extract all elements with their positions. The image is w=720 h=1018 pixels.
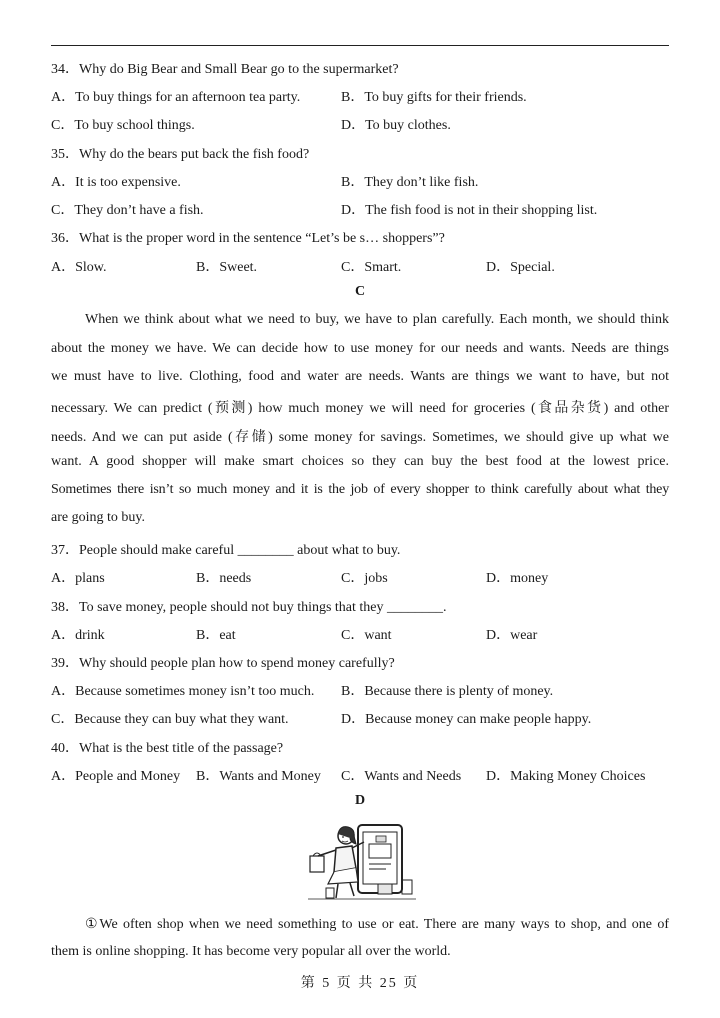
passage-c-line-8: are going to buy. [51, 510, 145, 525]
question-34-options-row2 [51, 114, 671, 134]
passage-c-line-3: we must have to live. Clothing, food and water are needs. Wants are things we want to have, but not [51, 369, 669, 384]
q36-option-b[interactable]: B．Sweet. [196, 260, 258, 275]
q40-option-c[interactable]: C．Wants and Needs [341, 769, 462, 784]
question-39-options-row2 [51, 708, 671, 728]
q36-option-d[interactable]: D．Special. [486, 260, 555, 275]
q34-option-a[interactable]: A．To buy things for an afternoon tea party. [51, 90, 301, 105]
section-d-heading: D [354, 793, 366, 808]
q37-option-a[interactable]: A．plans [51, 571, 105, 586]
online-shopping-illustration [306, 822, 418, 902]
q38-option-a[interactable]: A．drink [51, 628, 105, 643]
passage-d-line-1: ①We often shop when we need something to use or eat. There are many ways to shop, and one of [85, 917, 669, 932]
q35-option-c[interactable]: C．They don’t have a fish. [51, 203, 204, 218]
q40-option-b[interactable]: B．Wants and Money [196, 769, 321, 784]
page-footer: 第 5 页 共 25 页 [300, 976, 420, 991]
q36-option-c[interactable]: C．Smart. [341, 260, 402, 275]
passage-d-line-2: them is online shopping. It has become very popular all over the world. [51, 944, 451, 959]
passage-c-line-2: about the money we have. We can decide how to use money for our needs and wants. Needs are things [51, 341, 669, 356]
q39-option-c[interactable]: C．Because they can buy what they want. [51, 712, 289, 727]
question-39-options-row1 [51, 680, 671, 700]
q35-option-d[interactable]: D．The fish food is not in their shopping list. [341, 203, 598, 218]
question-40-options [51, 765, 671, 785]
question-37: 37．People should make careful ________ about what to buy. [51, 543, 401, 558]
q37-option-d[interactable]: D．money [486, 571, 549, 586]
question-39: 39．Why should people plan how to spend money carefully? [51, 656, 395, 671]
question-38-options [51, 624, 671, 644]
q35-option-b[interactable]: B．They don’t like fish. [341, 175, 479, 190]
q35-option-a[interactable]: A．It is too expensive. [51, 175, 181, 190]
q38-option-c[interactable]: C．want [341, 628, 392, 643]
top-rule [51, 45, 669, 46]
q40-option-d[interactable]: D．Making Money Choices [486, 769, 646, 784]
q36-option-a[interactable]: A．Slow. [51, 260, 107, 275]
q39-option-a[interactable]: A．Because sometimes money isn’t too much. [51, 684, 315, 699]
q34-option-b[interactable]: B．To buy gifts for their friends. [341, 90, 527, 105]
q37-option-c[interactable]: C．jobs [341, 571, 388, 586]
passage-c-line-4: necessary. We can predict (预测) how much money we will need for groceries (食品杂货) and other [51, 401, 669, 416]
question-40: 40．What is the best title of the passage? [51, 741, 284, 756]
question-37-options [51, 567, 671, 587]
passage-c-line-6: want. A good shopper will make smart choices so they can buy the best food at the lowest price. [51, 454, 669, 469]
question-35-options-row2 [51, 199, 671, 219]
question-36: 36．What is the proper word in the sentence “Let’s be s… shoppers”? [51, 231, 445, 246]
q39-option-d[interactable]: D．Because money can make people happy. [341, 712, 592, 727]
q34-option-d[interactable]: D．To buy clothes. [341, 118, 451, 133]
question-34-options-row1 [51, 86, 671, 106]
question-35-options-row1 [51, 171, 671, 191]
q37-option-b[interactable]: B．needs [196, 571, 252, 586]
q34-option-c[interactable]: C．To buy school things. [51, 118, 195, 133]
question-36-options [51, 256, 671, 276]
question-35: 35．Why do the bears put back the fish food? [51, 147, 310, 162]
passage-c-line-1: When we think about what we need to buy, we have to plan carefully. Each month, we should think [85, 312, 669, 327]
section-c-heading: C [354, 284, 366, 299]
passage-c-line-7: Sometimes there isn’t so much money and it is the job of every shopper to think carefully about what they [51, 482, 669, 497]
q39-option-b[interactable]: B．Because there is plenty of money. [341, 684, 554, 699]
q38-option-d[interactable]: D．wear [486, 628, 538, 643]
passage-c-line-5: needs. And we can put aside (存储) some money for savings. Sometimes, we should give up what we [51, 430, 669, 445]
q38-option-b[interactable]: B．eat [196, 628, 236, 643]
question-34: 34．Why do Big Bear and Small Bear go to the supermarket? [51, 62, 399, 77]
question-38: 38．To save money, people should not buy things that they ________. [51, 600, 447, 615]
q40-option-a[interactable]: A．People and Money [51, 769, 181, 784]
